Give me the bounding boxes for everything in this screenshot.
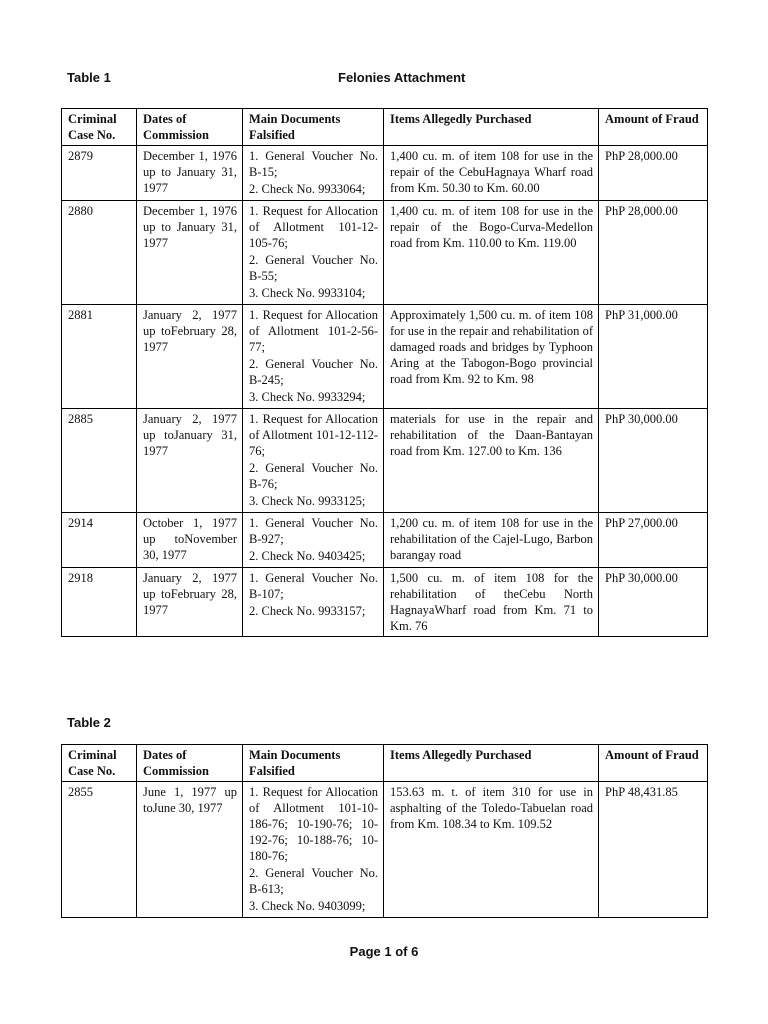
case-number-cell: 2914 [62,513,137,568]
items-cell: 1,200 cu. m. of item 108 for use in the rehabilitation of the Cajel-Lugo, Barbon barangay road [384,513,599,568]
amount-cell: PhP 28,000.00 [599,146,708,201]
column-header-documents: Main Documents Falsified [243,109,384,146]
page-number: Page 1 of 6 [349,944,419,959]
dates-cell: January 2, 1977 up toFebruary 28, 1977 [137,568,243,637]
case-number-cell: 2855 [62,782,137,918]
documents-cell [243,305,384,409]
table-row [62,146,708,201]
column-header-items: Items Allegedly Purchased [384,109,599,146]
documents-cell [243,782,384,918]
amount-cell: PhP 27,000.00 [599,513,708,568]
document-item: 1. Request for Allocation of Allotment 101-12-105-76; [249,204,378,250]
items-cell: 1,500 cu. m. of item 108 for the rehabilitation of theCebu North HagnayaWharf road from Km. 71 to Km. 76 [384,568,599,637]
document-item: 3. Check No. 9933104; [249,286,366,300]
case-number-cell: 2918 [62,568,137,637]
column-header-items: Items Allegedly Purchased [384,745,599,782]
table-header-row [62,745,708,782]
amount-cell: PhP 30,000.00 [599,568,708,637]
document-item: 2. General Voucher No. B-613; [249,866,378,896]
table-1 [61,108,708,637]
dates-cell: January 2, 1977 up toFebruary 28, 1977 [137,305,243,409]
document-item: 2. Check No. 9933157; [249,604,366,618]
document-title: Felonies Attachment [338,70,466,85]
document-item: 2. General Voucher No. B-76; [249,461,378,491]
dates-cell: December 1, 1976 up to January 31, 1977 [137,201,243,305]
amount-cell: PhP 30,000.00 [599,409,708,513]
table-row [62,513,708,568]
document-item: 3. Check No. 9933294; [249,390,366,404]
column-header-dates: Dates of Commission [137,745,243,782]
table-row [62,568,708,637]
amount-cell: PhP 48,431.85 [599,782,708,918]
documents-cell [243,146,384,201]
documents-cell [243,513,384,568]
table1-label: Table 1 [67,70,111,85]
document-item: 2. Check No. 9403425; [249,549,366,563]
table-row [62,782,708,918]
document-item: 1. Request for Allocation of Allotment 101-12-112-76; [249,412,378,458]
document-item: 1. General Voucher No. B-927; [249,516,378,546]
table-row [62,409,708,513]
documents-cell [243,201,384,305]
document-item: 1. General Voucher No. B-15; [249,149,378,179]
items-cell: Approximately 1,500 cu. m. of item 108 for use in the repair and rehabilitation of damaged roads and bridges by Typhoon Aring at the Tabogon-Bogo provincial road from Km. 92 to Km. 98 [384,305,599,409]
amount-cell: PhP 28,000.00 [599,201,708,305]
table-header-row [62,109,708,146]
column-header-documents: Main Documents Falsified [243,745,384,782]
document-item: 2. General Voucher No. B-245; [249,357,378,387]
amount-cell: PhP 31,000.00 [599,305,708,409]
items-cell: 153.63 m. t. of item 310 for use in asphalting of the Toledo-Tabuelan road from Km. 108.34 to Km. 109.52 [384,782,599,918]
document-item: 1. Request for Allocation of Allotment 101-10-186-76; 10-190-76; 10-192-76; 10-188-76; 10-180-76; [249,785,378,863]
documents-cell [243,568,384,637]
document-item: 2. Check No. 9933064; [249,182,366,196]
document-item: 3. Check No. 9933125; [249,494,366,508]
dates-cell: October 1, 1977 up toNovember 30, 1977 [137,513,243,568]
case-number-cell: 2881 [62,305,137,409]
column-header-dates: Dates of Commission [137,109,243,146]
dates-cell: June 1, 1977 up toJune 30, 1977 [137,782,243,918]
column-header-amount: Amount of Fraud [599,109,708,146]
items-cell: materials for use in the repair and rehabilitation of the Daan-Bantayan road from Km. 127.00 to Km. 136 [384,409,599,513]
document-item: 1. General Voucher No. B-107; [249,571,378,601]
table-row [62,201,708,305]
items-cell: 1,400 cu. m. of item 108 for use in the repair of the CebuHagnaya Wharf road from Km. 50.30 to Km. 60.00 [384,146,599,201]
documents-cell [243,409,384,513]
dates-cell: January 2, 1977 up toJanuary 31, 1977 [137,409,243,513]
table-2 [61,744,708,918]
column-header-case: Criminal Case No. [62,745,137,782]
case-number-cell: 2879 [62,146,137,201]
column-header-case: Criminal Case No. [62,109,137,146]
column-header-amount: Amount of Fraud [599,745,708,782]
case-number-cell: 2885 [62,409,137,513]
items-cell: 1,400 cu. m. of item 108 for use in the repair of the Bogo-Curva-Medellon road from Km. 110.00 to Km. 119.00 [384,201,599,305]
case-number-cell: 2880 [62,201,137,305]
document-item: 2. General Voucher No. B-55; [249,253,378,283]
document-item: 3. Check No. 9403099; [249,899,366,913]
table2-label: Table 2 [67,715,111,730]
dates-cell: December 1, 1976 up to January 31, 1977 [137,146,243,201]
table-row [62,305,708,409]
document-item: 1. Request for Allocation of Allotment 101-2-56-77; [249,308,378,354]
